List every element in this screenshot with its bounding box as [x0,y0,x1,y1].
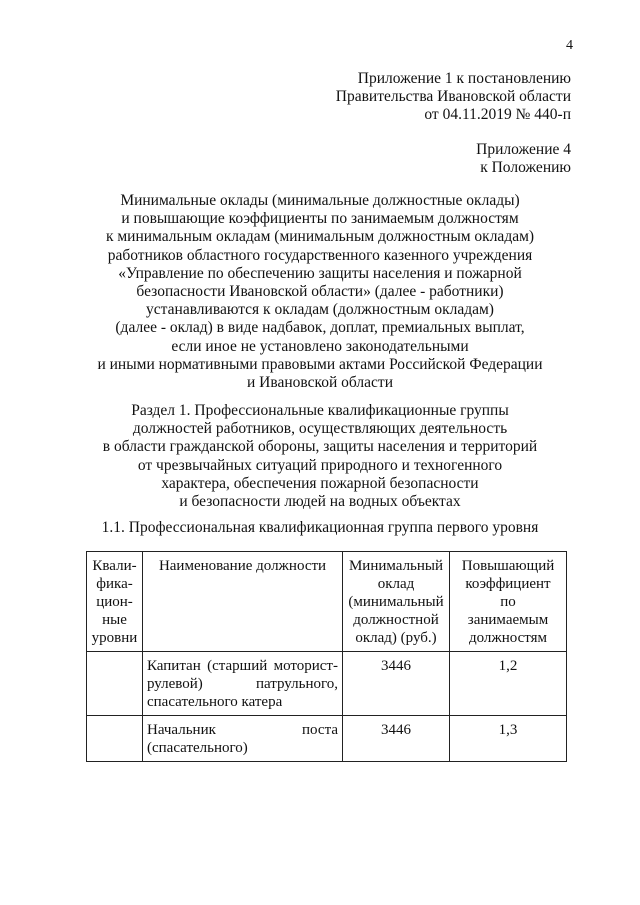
intro-line: (далее - оклад) в виде надбавок, доплат, премиальных выплат, [115,319,525,337]
section-1-heading [0,402,640,511]
header-line: фика- [96,576,133,592]
section-1-line: Раздел 1. Профессиональные квалификационные группы [131,402,509,419]
section-1-line: и безопасности людей на водных объектах [179,493,461,511]
appendix-1-line: Приложение 1 к постановлению [357,70,571,87]
header-line: оклад) (руб.) [355,630,437,646]
header-line: должностям [468,630,548,646]
header-line: занимаемым [467,612,549,628]
position-name-line [147,693,338,711]
position-name-line [147,675,338,693]
header-line: уровни [91,630,138,646]
section-1-line: должностей работников, осуществляющих деятельность [132,420,508,438]
position-word: моторист- [273,658,338,674]
header-line: Минимальный [348,558,444,574]
header-line: оклад [377,576,415,592]
header-line: по [500,594,516,610]
header-line: цион- [96,594,133,610]
header-line: (минимальный [348,594,444,610]
header-position-name [143,552,343,652]
coefficient-cell: 1,3 [450,716,567,762]
intro-line: и Ивановской области [247,374,393,392]
header-line: Наименование должности [158,558,327,574]
position-word: Капитан [147,658,201,674]
intro-line: работников областного государственного казенного учреждения [107,246,533,264]
level-cell [87,716,143,762]
intro-line: безопасности Ивановской области» (далее - работники) [136,283,504,301]
intro-line: и иными нормативными правовыми актами Российской Федерации [97,355,543,373]
position-word: спасательного катера [147,694,283,710]
position-word: патрульного, [255,676,338,692]
appendix-1-reference [0,70,571,124]
level-cell [87,652,143,716]
appendix-4-reference [0,141,571,177]
position-word: рулевой) [147,676,203,692]
intro-line: Минимальные оклады (минимальные должностные оклады) [120,192,520,209]
header-minimum-salary [343,552,450,652]
coefficient-cell: 1,2 [450,652,567,716]
header-increasing-coefficient [450,552,567,652]
position-word: Начальник [147,722,216,738]
qualification-table [86,551,567,762]
intro-line: и повышающие коэффициенты по занимаемым должностям [121,210,519,228]
intro-line: к минимальным окладам (минимальным должностным окладам) [105,228,535,246]
salary-cell: 3446 [343,652,450,716]
intro-line: устанавливаются к окладам (должностным окладам) [146,301,494,319]
section-1-line: в области гражданской обороны, защиты населения и территорий [102,438,538,456]
position-name-cell [143,652,343,716]
subsection-title: 1.1. Профессиональная квалификационная группа первого уровня [101,519,539,536]
position-word: (спасательного) [147,740,248,756]
page-number: 4 [566,38,573,53]
salary-cell: 3446 [343,716,450,762]
appendix-1-line: от 04.11.2019 № 440-п [424,106,571,123]
position-word: поста [302,722,338,738]
section-1-line: характера, обеспечения пожарной безопасности [161,474,479,492]
table-row [87,652,567,716]
header-line: должностной [353,612,439,628]
intro-line: если иное не установлено законодательными [171,337,469,355]
header-line: Повышающий [461,558,555,574]
header-line: коэффициент [465,576,551,592]
intro-line: «Управление по обеспечению защиты населения и пожарной [118,264,522,282]
position-name-line [147,739,338,757]
position-name-line [147,657,338,675]
position-word: (старший [207,658,268,674]
table-row [87,716,567,762]
intro-paragraph [0,192,640,392]
appendix-4-line: Приложение 4 [476,141,571,158]
table-header-row [87,552,567,652]
appendix-4-line: к Положению [480,159,571,176]
position-name-cell [143,716,343,762]
header-line: Квали- [92,558,137,574]
appendix-1-line: Правительства Ивановской области [335,88,571,105]
position-name-line [147,721,338,739]
section-1-line: от чрезвычайных ситуаций природного и техногенного [137,456,503,474]
header-qualification-levels [87,552,143,652]
header-line: ные [102,612,127,628]
